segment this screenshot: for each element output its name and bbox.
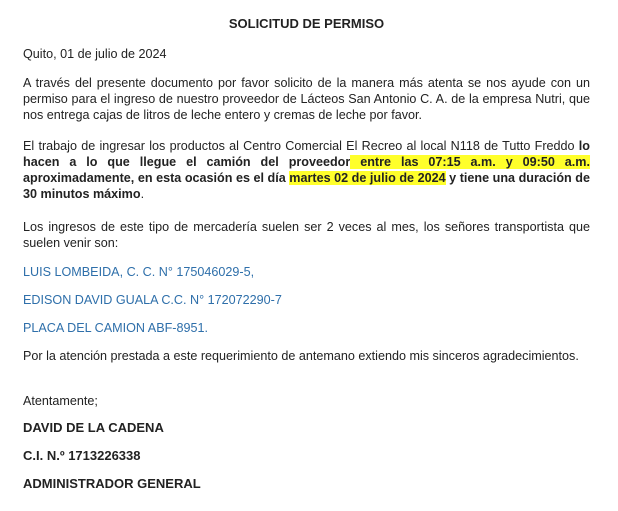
signature-position: ADMINISTRADOR GENERAL: [23, 476, 201, 491]
schedule-text-bold-3: y tiene una duración de 30 minutos máximo: [23, 171, 590, 201]
paragraph-schedule: [23, 138, 590, 202]
signature-id: C.I. N.º 1713226338: [23, 448, 141, 463]
schedule-text-bold-2: aproximadamente, en esta ocasión es el día: [23, 171, 290, 185]
schedule-text-normal: El trabajo de ingresar los productos al Centro Comercial El Recreo al local N118 de Tutto Freddo: [23, 139, 579, 153]
truck-plate: PLACA DEL CAMION ABF-8951.: [23, 321, 209, 335]
schedule-date-highlight: martes 02 de julio de 2024: [289, 171, 446, 185]
paragraph-request: A través del presente documento por favor solicito de la manera más atenta se nos ayude con un permiso para el ingreso de nuestro proveedor de Lácteos San Antonio C. A. de la empresa Nutri, que nos entrega cajas de litros de leche entero y cremas de leche por favor.: [23, 76, 590, 122]
schedule-text-bold: lo hacen a lo que llegue el camión del proveedor: [23, 139, 590, 169]
schedule-time-highlight: entre las 07:15 a.m. y 09:50 a.m.: [350, 155, 590, 169]
schedule-text-end: .: [140, 187, 145, 201]
paragraph-thanks: Por la atención prestada a este requerimiento de antemano extiendo mis sinceros agradecimientos.: [23, 349, 579, 363]
document-title: SOLICITUD DE PERMISO: [228, 16, 385, 31]
signature-name: DAVID DE LA CADENA: [23, 420, 164, 435]
date-line: Quito, 01 de julio de 2024: [23, 47, 167, 61]
transporter-item: LUIS LOMBEIDA, C. C. N° 175046029-5,: [23, 265, 255, 279]
paragraph-frequency: Los ingresos de este tipo de mercadería suelen ser 2 veces al mes, los señores transportista que suelen venir son:: [23, 220, 590, 250]
transporter-item: EDISON DAVID GUALA C.C. N° 172072290-7: [23, 293, 282, 307]
closing-line: Atentamente;: [23, 394, 98, 408]
